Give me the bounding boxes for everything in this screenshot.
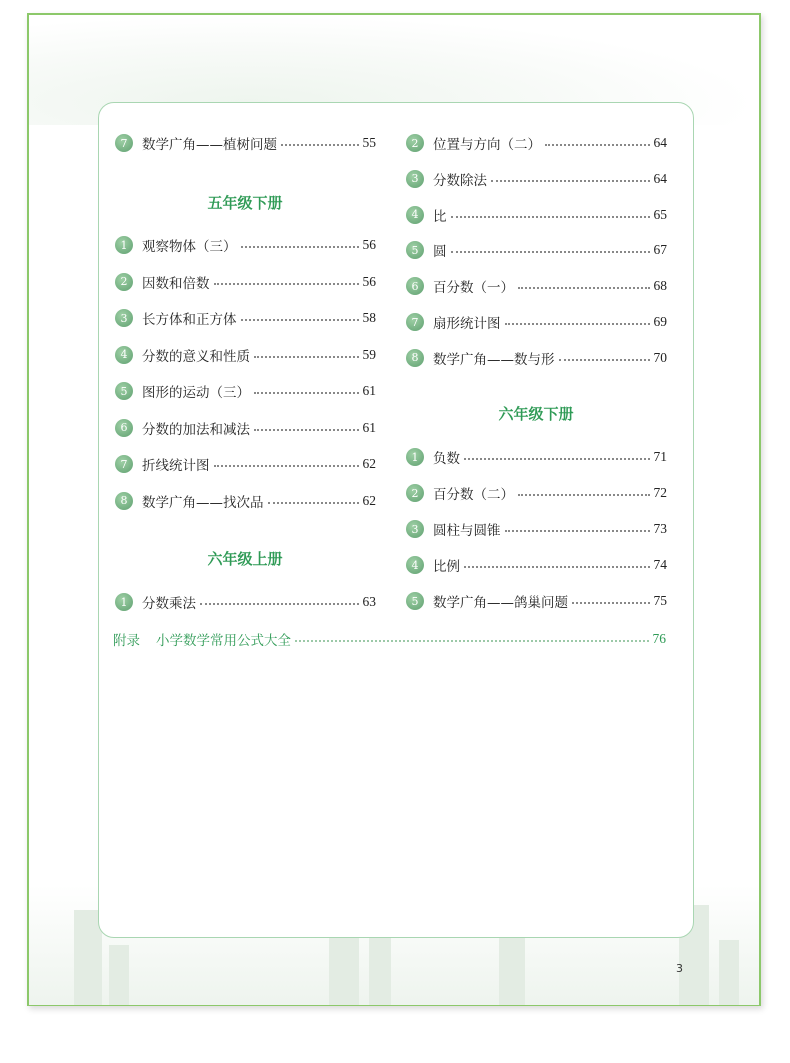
entry-page: 61	[362, 419, 376, 435]
chapter-number-badge: 2	[115, 273, 133, 291]
dot-leader	[451, 251, 650, 253]
toc-entry[interactable]	[115, 133, 376, 153]
appendix-entry[interactable]	[113, 629, 666, 649]
entry-page: 58	[362, 310, 376, 325]
entry-title: 折线统计图	[142, 458, 210, 474]
dot-leader	[268, 502, 359, 504]
entry-page: 71	[653, 449, 667, 464]
toc-entry[interactable]	[406, 133, 667, 153]
chapter-number-badge: 8	[115, 492, 133, 510]
toc-entry[interactable]	[406, 169, 667, 189]
entry-page: 68	[653, 278, 667, 294]
chapter-number-badge: 5	[115, 382, 133, 400]
toc-entry[interactable]	[406, 276, 667, 296]
entry-page: 65	[653, 206, 667, 222]
dot-leader	[254, 429, 359, 431]
chapter-number-badge: 4	[406, 556, 424, 574]
chapter-number-badge: 3	[406, 520, 424, 538]
entry-title: 长方体和正方体	[142, 312, 237, 328]
chapter-number-badge: 2	[406, 134, 424, 152]
chapter-number-badge: 3	[406, 170, 424, 188]
toc-entry[interactable]	[406, 483, 667, 503]
chapter-number-badge: 7	[115, 134, 133, 152]
toc-entry[interactable]	[406, 312, 667, 332]
toc-entry[interactable]	[115, 308, 376, 328]
entry-title: 百分数（一）	[433, 280, 514, 297]
chapter-number-badge: 5	[406, 241, 424, 259]
toc-entry[interactable]	[115, 454, 376, 474]
entry-title: 圆柱与圆锥	[433, 523, 501, 539]
entry-title: 分数的意义和性质	[142, 348, 250, 365]
dot-leader	[518, 494, 650, 496]
toc-entry[interactable]	[115, 235, 376, 255]
dot-leader	[559, 359, 650, 361]
appendix-label: 附录	[113, 633, 140, 649]
entry-title: 因数和倍数	[142, 275, 210, 292]
chapter-number-badge: 7	[406, 313, 424, 331]
entry-page: 76	[652, 631, 666, 646]
entry-page: 56	[362, 237, 376, 252]
dot-leader	[464, 566, 650, 568]
dot-leader	[281, 144, 359, 146]
dot-leader	[241, 319, 359, 321]
dot-leader	[545, 144, 650, 146]
entry-page: 61	[362, 383, 376, 398]
dot-leader	[241, 246, 359, 248]
toc-entry[interactable]	[115, 381, 376, 401]
entry-page: 63	[362, 594, 376, 609]
section-heading: 六年级上册	[207, 550, 283, 568]
dot-leader	[214, 465, 359, 467]
chapter-number-badge: 4	[406, 206, 424, 224]
entry-title: 数学广角——找次品	[142, 494, 264, 511]
dot-leader	[491, 180, 650, 182]
entry-title: 百分数（二）	[433, 487, 514, 503]
dot-leader	[572, 602, 650, 604]
toc-entry[interactable]	[406, 519, 667, 539]
entry-title: 数学广角——植树问题	[142, 137, 277, 153]
entry-title: 小学数学常用公式大全	[156, 633, 291, 649]
chapter-number-badge: 1	[406, 448, 424, 466]
entry-page: 69	[653, 314, 667, 329]
entry-page: 64	[653, 135, 667, 150]
entry-page: 73	[653, 521, 667, 536]
chapter-number-badge: 5	[406, 592, 424, 610]
dot-leader	[295, 640, 649, 642]
chapter-number-badge: 6	[115, 419, 133, 437]
entry-title: 数学广角——数与形	[433, 351, 555, 368]
entry-page: 75	[653, 593, 667, 608]
entry-title: 扇形统计图	[433, 316, 501, 332]
dot-leader	[464, 458, 650, 460]
entry-title: 分数除法	[433, 172, 487, 189]
chapter-number-badge: 6	[406, 277, 424, 295]
dot-leader	[254, 356, 359, 358]
entry-title: 图形的运动（三）	[142, 385, 250, 401]
entry-page: 59	[362, 346, 376, 362]
dot-leader	[200, 603, 359, 605]
entry-title: 负数	[433, 451, 460, 467]
toc-entry[interactable]	[406, 240, 667, 260]
toc-entry[interactable]	[406, 447, 667, 467]
section-heading: 五年级下册	[207, 194, 283, 212]
dot-leader	[254, 392, 359, 394]
entry-page: 70	[653, 349, 667, 365]
chapter-number-badge: 2	[406, 484, 424, 502]
dot-leader	[451, 216, 650, 218]
entry-page: 67	[653, 242, 667, 258]
chapter-number-badge: 3	[115, 309, 133, 327]
entry-title: 数学广角——鸽巢问题	[433, 595, 568, 611]
chapter-number-badge: 1	[115, 593, 133, 611]
chapter-number-badge: 1	[115, 236, 133, 254]
entry-page: 62	[362, 456, 376, 471]
toc-entry[interactable]	[115, 592, 376, 612]
toc-entry[interactable]	[115, 418, 376, 438]
entry-title: 比例	[433, 559, 460, 575]
toc-entry[interactable]	[406, 205, 667, 225]
entry-page: 55	[362, 135, 376, 150]
entry-page: 72	[653, 485, 667, 500]
dot-leader	[505, 530, 650, 532]
entry-title: 比	[433, 208, 447, 225]
entry-page: 56	[362, 273, 376, 289]
entry-title: 分数乘法	[142, 596, 196, 612]
toc-entry[interactable]	[406, 555, 667, 575]
chapter-number-badge: 8	[406, 349, 424, 367]
entry-title: 圆	[433, 244, 447, 261]
entry-title: 位置与方向（二）	[433, 137, 541, 153]
toc-entry[interactable]	[406, 591, 667, 611]
entry-page: 62	[362, 492, 376, 508]
toc-entry[interactable]	[115, 345, 376, 365]
toc-entry[interactable]	[115, 272, 376, 292]
entry-page: 64	[653, 170, 667, 186]
entry-title: 分数的加法和减法	[142, 421, 250, 438]
dot-leader	[214, 283, 359, 285]
chapter-number-badge: 4	[115, 346, 133, 364]
dot-leader	[505, 323, 650, 325]
entry-title: 观察物体（三）	[142, 239, 237, 255]
toc-entry[interactable]	[406, 348, 667, 368]
entry-page: 74	[653, 557, 667, 572]
dot-leader	[518, 287, 650, 289]
section-heading: 六年级下册	[498, 405, 574, 423]
toc-entry[interactable]	[115, 491, 376, 511]
chapter-number-badge: 7	[115, 455, 133, 473]
page-number: 3	[676, 962, 683, 975]
